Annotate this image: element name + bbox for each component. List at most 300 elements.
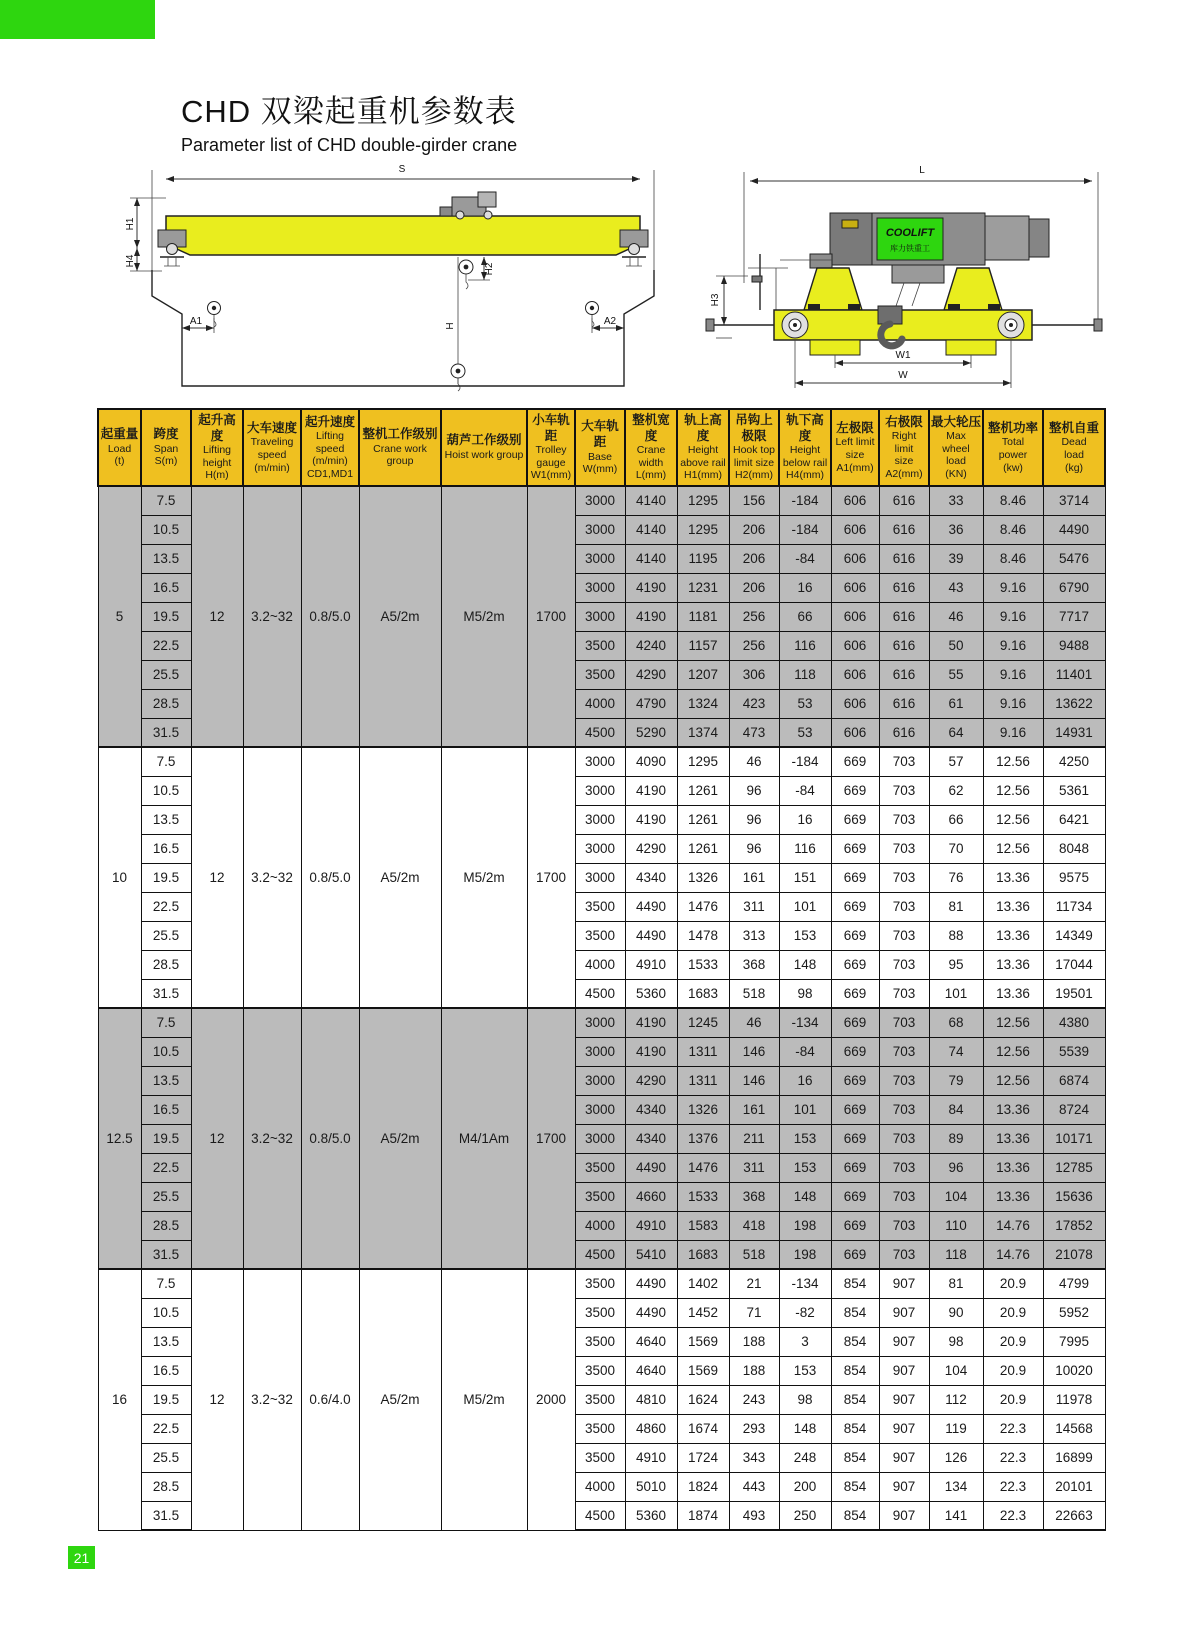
cell-dead-load: 5539 xyxy=(1043,1037,1105,1066)
col-header-13: 左极限 Left limit size A1(mm) xyxy=(831,409,879,486)
cell-span: 31.5 xyxy=(141,1240,191,1269)
cell-hook-top-limit-h2: 96 xyxy=(729,834,779,863)
cell-right-limit-a2: 616 xyxy=(879,602,929,631)
cell-max-wheel-load: 61 xyxy=(929,689,983,718)
cell-base-w: 3000 xyxy=(575,834,625,863)
cell-total-power: 14.76 xyxy=(983,1240,1043,1269)
cell-span: 10.5 xyxy=(141,776,191,805)
cell-hook-top-limit-h2: 368 xyxy=(729,950,779,979)
cell-height-above-rail-h1: 1295 xyxy=(677,747,729,776)
cell-span: 31.5 xyxy=(141,979,191,1008)
cell-height-below-rail-h4: 116 xyxy=(779,631,831,660)
end-carriage-beam xyxy=(774,310,1032,340)
cell-span: 19.5 xyxy=(141,863,191,892)
col-header-12: 轨下高度 Height below rail H4(mm) xyxy=(779,409,831,486)
cell-span: 22.5 xyxy=(141,1153,191,1182)
cell-hook-top-limit-h2: 256 xyxy=(729,631,779,660)
cell-height-above-rail-h1: 1583 xyxy=(677,1211,729,1240)
cell-max-wheel-load: 90 xyxy=(929,1298,983,1327)
cell-height-below-rail-h4: 16 xyxy=(779,573,831,602)
cell-left-limit-a1: 669 xyxy=(831,1124,879,1153)
cell-dead-load: 21078 xyxy=(1043,1240,1105,1269)
cell-height-above-rail-h1: 1311 xyxy=(677,1066,729,1095)
cell-dead-load: 7995 xyxy=(1043,1327,1105,1356)
cell-right-limit-a2: 907 xyxy=(879,1443,929,1472)
cell-height-below-rail-h4: -184 xyxy=(779,515,831,544)
cell-hook-top-limit-h2: 256 xyxy=(729,602,779,631)
cell-crane-width-l: 4140 xyxy=(625,486,677,515)
cell-span: 7.5 xyxy=(141,747,191,776)
cell-height-below-rail-h4: 66 xyxy=(779,602,831,631)
cell-height-above-rail-h1: 1324 xyxy=(677,689,729,718)
cell-crane-width-l: 4490 xyxy=(625,1269,677,1298)
cell-height-above-rail-h1: 1478 xyxy=(677,921,729,950)
cell-crane-width-l: 4490 xyxy=(625,1153,677,1182)
cell-height-below-rail-h4: 153 xyxy=(779,1153,831,1182)
col-header-7: 小车轨距 Trolley gauge W1(mm) xyxy=(527,409,575,486)
cell-left-limit-a1: 854 xyxy=(831,1298,879,1327)
cell-base-w: 3000 xyxy=(575,776,625,805)
cell-total-power: 9.16 xyxy=(983,602,1043,631)
cell-height-below-rail-h4: -84 xyxy=(779,1037,831,1066)
cell-height-below-rail-h4: 118 xyxy=(779,660,831,689)
cell-max-wheel-load: 74 xyxy=(929,1037,983,1066)
cell-right-limit-a2: 703 xyxy=(879,1153,929,1182)
cell-right-limit-a2: 907 xyxy=(879,1501,929,1530)
cell-left-limit-a1: 606 xyxy=(831,602,879,631)
cell-right-limit-a2: 703 xyxy=(879,1182,929,1211)
cell-right-limit-a2: 703 xyxy=(879,1066,929,1095)
cell-crane-width-l: 4860 xyxy=(625,1414,677,1443)
col-header-0: 起重量 Load (t) xyxy=(98,409,141,486)
cell-height-above-rail-h1: 1683 xyxy=(677,979,729,1008)
cell-height-below-rail-h4: 116 xyxy=(779,834,831,863)
cell-right-limit-a2: 703 xyxy=(879,747,929,776)
cell-dead-load: 10020 xyxy=(1043,1356,1105,1385)
cell-hook-top-limit-h2: 46 xyxy=(729,1008,779,1037)
cell-traveling-speed: 3.2~32 xyxy=(243,486,301,747)
cell-max-wheel-load: 76 xyxy=(929,863,983,892)
cell-hook-top-limit-h2: 21 xyxy=(729,1269,779,1298)
cell-hook-top-limit-h2: 473 xyxy=(729,718,779,747)
cell-base-w: 4500 xyxy=(575,1501,625,1530)
cell-crane-width-l: 4190 xyxy=(625,573,677,602)
cell-height-below-rail-h4: 153 xyxy=(779,1124,831,1153)
page-number-badge: 21 xyxy=(68,1546,95,1569)
cell-left-limit-a1: 669 xyxy=(831,805,879,834)
cell-base-w: 3500 xyxy=(575,1356,625,1385)
cell-max-wheel-load: 89 xyxy=(929,1124,983,1153)
cell-base-w: 4500 xyxy=(575,979,625,1008)
cell-total-power: 13.36 xyxy=(983,1153,1043,1182)
cell-span: 7.5 xyxy=(141,1269,191,1298)
cell-height-above-rail-h1: 1295 xyxy=(677,486,729,515)
cell-total-power: 20.9 xyxy=(983,1298,1043,1327)
support-right xyxy=(944,268,1002,310)
cell-height-above-rail-h1: 1261 xyxy=(677,776,729,805)
cell-load: 12.5 xyxy=(98,1008,141,1269)
cell-height-above-rail-h1: 1157 xyxy=(677,631,729,660)
cell-hook-top-limit-h2: 46 xyxy=(729,747,779,776)
cell-left-limit-a1: 606 xyxy=(831,573,879,602)
cell-total-power: 12.56 xyxy=(983,805,1043,834)
dim-label-w: W xyxy=(898,370,908,381)
cell-hook-top-limit-h2: 423 xyxy=(729,689,779,718)
cell-left-limit-a1: 606 xyxy=(831,718,879,747)
col-header-15: 最大轮压 Max wheel load (KN) xyxy=(929,409,983,486)
cell-right-limit-a2: 703 xyxy=(879,950,929,979)
table-row xyxy=(98,1269,1105,1298)
cell-base-w: 3000 xyxy=(575,747,625,776)
cell-left-limit-a1: 606 xyxy=(831,544,879,573)
cell-max-wheel-load: 98 xyxy=(929,1327,983,1356)
col-header-17: 整机自重 Dead load (kg) xyxy=(1043,409,1105,486)
cell-height-below-rail-h4: 53 xyxy=(779,689,831,718)
col-header-1: 跨度 Span S(m) xyxy=(141,409,191,486)
cell-hook-top-limit-h2: 206 xyxy=(729,515,779,544)
cell-left-limit-a1: 669 xyxy=(831,834,879,863)
cell-left-limit-a1: 606 xyxy=(831,660,879,689)
cell-left-limit-a1: 606 xyxy=(831,689,879,718)
cell-span: 28.5 xyxy=(141,689,191,718)
cell-total-power: 20.9 xyxy=(983,1269,1043,1298)
cell-height-above-rail-h1: 1683 xyxy=(677,1240,729,1269)
cell-left-limit-a1: 669 xyxy=(831,1153,879,1182)
cell-height-above-rail-h1: 1376 xyxy=(677,1124,729,1153)
cell-max-wheel-load: 39 xyxy=(929,544,983,573)
cell-hook-top-limit-h2: 518 xyxy=(729,1240,779,1269)
cell-hook-top-limit-h2: 96 xyxy=(729,776,779,805)
cell-crane-width-l: 4490 xyxy=(625,921,677,950)
cell-span: 13.5 xyxy=(141,544,191,573)
cell-base-w: 4500 xyxy=(575,718,625,747)
cell-dead-load: 12785 xyxy=(1043,1153,1105,1182)
cell-lifting-height: 12 xyxy=(191,1008,243,1269)
cell-total-power: 8.46 xyxy=(983,544,1043,573)
cell-height-below-rail-h4: 248 xyxy=(779,1443,831,1472)
cell-height-below-rail-h4: 200 xyxy=(779,1472,831,1501)
cell-right-limit-a2: 703 xyxy=(879,1240,929,1269)
cell-total-power: 13.36 xyxy=(983,921,1043,950)
cell-load: 16 xyxy=(98,1269,141,1530)
cell-span: 10.5 xyxy=(141,1298,191,1327)
cell-max-wheel-load: 112 xyxy=(929,1385,983,1414)
cell-span: 7.5 xyxy=(141,486,191,515)
cell-hook-top-limit-h2: 161 xyxy=(729,863,779,892)
cell-dead-load: 4380 xyxy=(1043,1008,1105,1037)
cell-lifting-height: 12 xyxy=(191,486,243,747)
cell-dead-load: 19501 xyxy=(1043,979,1105,1008)
col-header-2: 起升高度 Lifting height H(m) xyxy=(191,409,243,486)
cell-base-w: 3000 xyxy=(575,1037,625,1066)
cell-left-limit-a1: 669 xyxy=(831,892,879,921)
cell-crane-width-l: 4640 xyxy=(625,1356,677,1385)
cell-trolley-gauge: 1700 xyxy=(527,486,575,747)
cell-height-below-rail-h4: 250 xyxy=(779,1501,831,1530)
cell-dead-load: 6790 xyxy=(1043,573,1105,602)
cell-left-limit-a1: 606 xyxy=(831,486,879,515)
cell-total-power: 13.36 xyxy=(983,950,1043,979)
cell-trolley-gauge: 1700 xyxy=(527,1008,575,1269)
cell-right-limit-a2: 703 xyxy=(879,921,929,950)
cell-dead-load: 7717 xyxy=(1043,602,1105,631)
cell-crane-width-l: 4140 xyxy=(625,544,677,573)
cell-height-below-rail-h4: -184 xyxy=(779,747,831,776)
cell-crane-width-l: 4290 xyxy=(625,1066,677,1095)
cell-left-limit-a1: 669 xyxy=(831,776,879,805)
cell-total-power: 9.16 xyxy=(983,689,1043,718)
cell-max-wheel-load: 81 xyxy=(929,1269,983,1298)
cell-height-above-rail-h1: 1245 xyxy=(677,1008,729,1037)
cell-crane-width-l: 5010 xyxy=(625,1472,677,1501)
cell-hook-top-limit-h2: 243 xyxy=(729,1385,779,1414)
cell-span: 19.5 xyxy=(141,1124,191,1153)
cell-dead-load: 9575 xyxy=(1043,863,1105,892)
table-body xyxy=(98,486,1105,1530)
cell-total-power: 13.36 xyxy=(983,892,1043,921)
cell-left-limit-a1: 669 xyxy=(831,747,879,776)
cell-span: 25.5 xyxy=(141,660,191,689)
cell-right-limit-a2: 907 xyxy=(879,1269,929,1298)
cell-total-power: 22.3 xyxy=(983,1472,1043,1501)
cell-base-w: 4000 xyxy=(575,1472,625,1501)
cell-right-limit-a2: 703 xyxy=(879,776,929,805)
cell-span: 22.5 xyxy=(141,631,191,660)
cell-right-limit-a2: 703 xyxy=(879,892,929,921)
cell-crane-work-group: A5/2m xyxy=(359,747,441,1008)
cell-dead-load: 9488 xyxy=(1043,631,1105,660)
cell-height-above-rail-h1: 1569 xyxy=(677,1327,729,1356)
cell-hoist-work-group: M5/2m xyxy=(441,486,527,747)
cell-total-power: 8.46 xyxy=(983,486,1043,515)
dim-label-a1: A1 xyxy=(189,316,203,327)
col-header-3: 大车速度 Traveling speed (m/min) xyxy=(243,409,301,486)
brand-label: COOLIFT xyxy=(885,227,935,239)
cell-span: 22.5 xyxy=(141,1414,191,1443)
cell-max-wheel-load: 104 xyxy=(929,1356,983,1385)
cell-dead-load: 6421 xyxy=(1043,805,1105,834)
cell-dead-load: 22663 xyxy=(1043,1501,1105,1530)
col-header-10: 轨上高度 Height above rail H1(mm) xyxy=(677,409,729,486)
cell-crane-width-l: 4910 xyxy=(625,1443,677,1472)
cell-height-above-rail-h1: 1231 xyxy=(677,573,729,602)
cell-total-power: 22.3 xyxy=(983,1443,1043,1472)
cell-span: 16.5 xyxy=(141,573,191,602)
cell-height-above-rail-h1: 1874 xyxy=(677,1501,729,1530)
cell-right-limit-a2: 703 xyxy=(879,805,929,834)
cell-base-w: 3000 xyxy=(575,573,625,602)
wheel-right xyxy=(998,312,1024,338)
cell-span: 16.5 xyxy=(141,1095,191,1124)
cell-traveling-speed: 3.2~32 xyxy=(243,1008,301,1269)
dim-label-h4: H4 xyxy=(125,254,136,268)
accent-green-bar xyxy=(0,0,155,39)
cell-dead-load: 4799 xyxy=(1043,1269,1105,1298)
cell-height-below-rail-h4: 16 xyxy=(779,1066,831,1095)
cell-span: 31.5 xyxy=(141,1501,191,1530)
cell-dead-load: 14349 xyxy=(1043,921,1105,950)
cell-lifting-speed: 0.8/5.0 xyxy=(301,747,359,1008)
cell-load: 5 xyxy=(98,486,141,747)
cell-height-below-rail-h4: 101 xyxy=(779,1095,831,1124)
cell-hook-top-limit-h2: 188 xyxy=(729,1356,779,1385)
cell-dead-load: 14568 xyxy=(1043,1414,1105,1443)
cell-height-above-rail-h1: 1674 xyxy=(677,1414,729,1443)
cell-height-below-rail-h4: -84 xyxy=(779,544,831,573)
cell-dead-load: 8724 xyxy=(1043,1095,1105,1124)
cell-base-w: 3500 xyxy=(575,892,625,921)
cell-max-wheel-load: 50 xyxy=(929,631,983,660)
col-header-16: 整机功率 Total power (kw) xyxy=(983,409,1043,486)
cell-height-below-rail-h4: 198 xyxy=(779,1240,831,1269)
cell-max-wheel-load: 134 xyxy=(929,1472,983,1501)
cell-base-w: 3500 xyxy=(575,921,625,950)
cell-left-limit-a1: 854 xyxy=(831,1327,879,1356)
cell-height-below-rail-h4: -82 xyxy=(779,1298,831,1327)
cell-dead-load: 11978 xyxy=(1043,1385,1105,1414)
cell-crane-width-l: 4290 xyxy=(625,834,677,863)
cell-span: 22.5 xyxy=(141,892,191,921)
cell-left-limit-a1: 669 xyxy=(831,1240,879,1269)
cell-base-w: 3000 xyxy=(575,515,625,544)
cell-crane-width-l: 4490 xyxy=(625,1298,677,1327)
cell-hook-top-limit-h2: 343 xyxy=(729,1443,779,1472)
cell-height-below-rail-h4: 98 xyxy=(779,979,831,1008)
cell-left-limit-a1: 669 xyxy=(831,921,879,950)
cell-left-limit-a1: 854 xyxy=(831,1501,879,1530)
cell-height-below-rail-h4: -134 xyxy=(779,1008,831,1037)
cell-height-above-rail-h1: 1207 xyxy=(677,660,729,689)
cell-right-limit-a2: 616 xyxy=(879,515,929,544)
cell-crane-width-l: 4660 xyxy=(625,1182,677,1211)
cell-height-above-rail-h1: 1261 xyxy=(677,805,729,834)
cell-base-w: 3000 xyxy=(575,544,625,573)
cell-crane-width-l: 4340 xyxy=(625,863,677,892)
parameter-table-wrap xyxy=(97,408,1104,1531)
cell-crane-width-l: 4190 xyxy=(625,805,677,834)
hook-target-bottom xyxy=(451,364,465,391)
col-header-11: 吊钩上极限 Hook top limit size H2(mm) xyxy=(729,409,779,486)
page-title: CHD 双梁起重机参数表 xyxy=(181,94,517,129)
cell-height-below-rail-h4: 148 xyxy=(779,1414,831,1443)
cell-base-w: 4000 xyxy=(575,950,625,979)
cell-height-below-rail-h4: -134 xyxy=(779,1269,831,1298)
cell-left-limit-a1: 669 xyxy=(831,1066,879,1095)
cell-lifting-speed: 0.8/5.0 xyxy=(301,486,359,747)
cell-hook-top-limit-h2: 368 xyxy=(729,1182,779,1211)
cell-dead-load: 4250 xyxy=(1043,747,1105,776)
cell-total-power: 12.56 xyxy=(983,1066,1043,1095)
cell-max-wheel-load: 70 xyxy=(929,834,983,863)
cell-max-wheel-load: 110 xyxy=(929,1211,983,1240)
side-view-diagram xyxy=(692,158,1117,396)
cell-crane-width-l: 4790 xyxy=(625,689,677,718)
cell-height-below-rail-h4: -84 xyxy=(779,776,831,805)
cell-crane-width-l: 5290 xyxy=(625,718,677,747)
cell-base-w: 4000 xyxy=(575,689,625,718)
cell-span: 28.5 xyxy=(141,1472,191,1501)
cell-height-below-rail-h4: 53 xyxy=(779,718,831,747)
cell-max-wheel-load: 62 xyxy=(929,776,983,805)
cell-dead-load: 20101 xyxy=(1043,1472,1105,1501)
cell-height-above-rail-h1: 1824 xyxy=(677,1472,729,1501)
dim-label-h: H xyxy=(445,322,456,330)
cell-base-w: 3500 xyxy=(575,1182,625,1211)
cell-max-wheel-load: 88 xyxy=(929,921,983,950)
cell-base-w: 3500 xyxy=(575,1298,625,1327)
cell-crane-width-l: 4340 xyxy=(625,1124,677,1153)
cell-total-power: 13.36 xyxy=(983,863,1043,892)
cell-right-limit-a2: 703 xyxy=(879,1124,929,1153)
cell-left-limit-a1: 669 xyxy=(831,1211,879,1240)
cell-max-wheel-load: 68 xyxy=(929,1008,983,1037)
cell-dead-load: 13622 xyxy=(1043,689,1105,718)
cell-max-wheel-load: 141 xyxy=(929,1501,983,1530)
cell-right-limit-a2: 703 xyxy=(879,834,929,863)
dim-label-h1: H1 xyxy=(125,217,136,231)
cell-total-power: 22.3 xyxy=(983,1414,1043,1443)
cell-total-power: 13.36 xyxy=(983,1124,1043,1153)
front-view-diagram xyxy=(122,158,687,396)
cell-total-power: 12.56 xyxy=(983,747,1043,776)
cell-max-wheel-load: 64 xyxy=(929,718,983,747)
cell-height-above-rail-h1: 1402 xyxy=(677,1269,729,1298)
cell-right-limit-a2: 907 xyxy=(879,1327,929,1356)
cell-right-limit-a2: 703 xyxy=(879,1095,929,1124)
cell-hoist-work-group: M5/2m xyxy=(441,1269,527,1530)
cell-height-below-rail-h4: 16 xyxy=(779,805,831,834)
cell-total-power: 20.9 xyxy=(983,1356,1043,1385)
table-row xyxy=(98,747,1105,776)
cell-crane-width-l: 5360 xyxy=(625,979,677,1008)
table-row xyxy=(98,486,1105,515)
support-left xyxy=(804,268,862,310)
cell-dead-load: 5476 xyxy=(1043,544,1105,573)
cell-height-above-rail-h1: 1195 xyxy=(677,544,729,573)
cell-base-w: 3500 xyxy=(575,1443,625,1472)
cell-crane-width-l: 4190 xyxy=(625,1037,677,1066)
cell-hook-top-limit-h2: 211 xyxy=(729,1124,779,1153)
cell-hook-top-limit-h2: 156 xyxy=(729,486,779,515)
cell-height-below-rail-h4: 98 xyxy=(779,1385,831,1414)
cell-total-power: 13.36 xyxy=(983,1095,1043,1124)
cell-span: 19.5 xyxy=(141,602,191,631)
cell-hook-top-limit-h2: 311 xyxy=(729,1153,779,1182)
cell-lifting-speed: 0.6/4.0 xyxy=(301,1269,359,1530)
cell-hook-top-limit-h2: 493 xyxy=(729,1501,779,1530)
cell-dead-load: 5361 xyxy=(1043,776,1105,805)
cell-right-limit-a2: 703 xyxy=(879,979,929,1008)
col-header-4: 起升速度 Lifting speed (m/min) CD1,MD1 xyxy=(301,409,359,486)
cell-span: 13.5 xyxy=(141,1066,191,1095)
cell-crane-width-l: 4140 xyxy=(625,515,677,544)
cell-dead-load: 3714 xyxy=(1043,486,1105,515)
cell-right-limit-a2: 616 xyxy=(879,689,929,718)
cell-crane-width-l: 4910 xyxy=(625,1211,677,1240)
cell-total-power: 12.56 xyxy=(983,1037,1043,1066)
col-header-9: 整机宽度 Crane width L(mm) xyxy=(625,409,677,486)
cell-hook-top-limit-h2: 96 xyxy=(729,805,779,834)
cell-base-w: 3000 xyxy=(575,805,625,834)
cell-left-limit-a1: 854 xyxy=(831,1356,879,1385)
cell-dead-load: 11401 xyxy=(1043,660,1105,689)
beam-tab-right xyxy=(946,340,996,355)
cell-hook-top-limit-h2: 313 xyxy=(729,921,779,950)
col-header-5: 整机工作级别 Crane work group xyxy=(359,409,441,486)
cell-span: 28.5 xyxy=(141,950,191,979)
cell-hook-top-limit-h2: 311 xyxy=(729,892,779,921)
cell-height-above-rail-h1: 1533 xyxy=(677,1182,729,1211)
